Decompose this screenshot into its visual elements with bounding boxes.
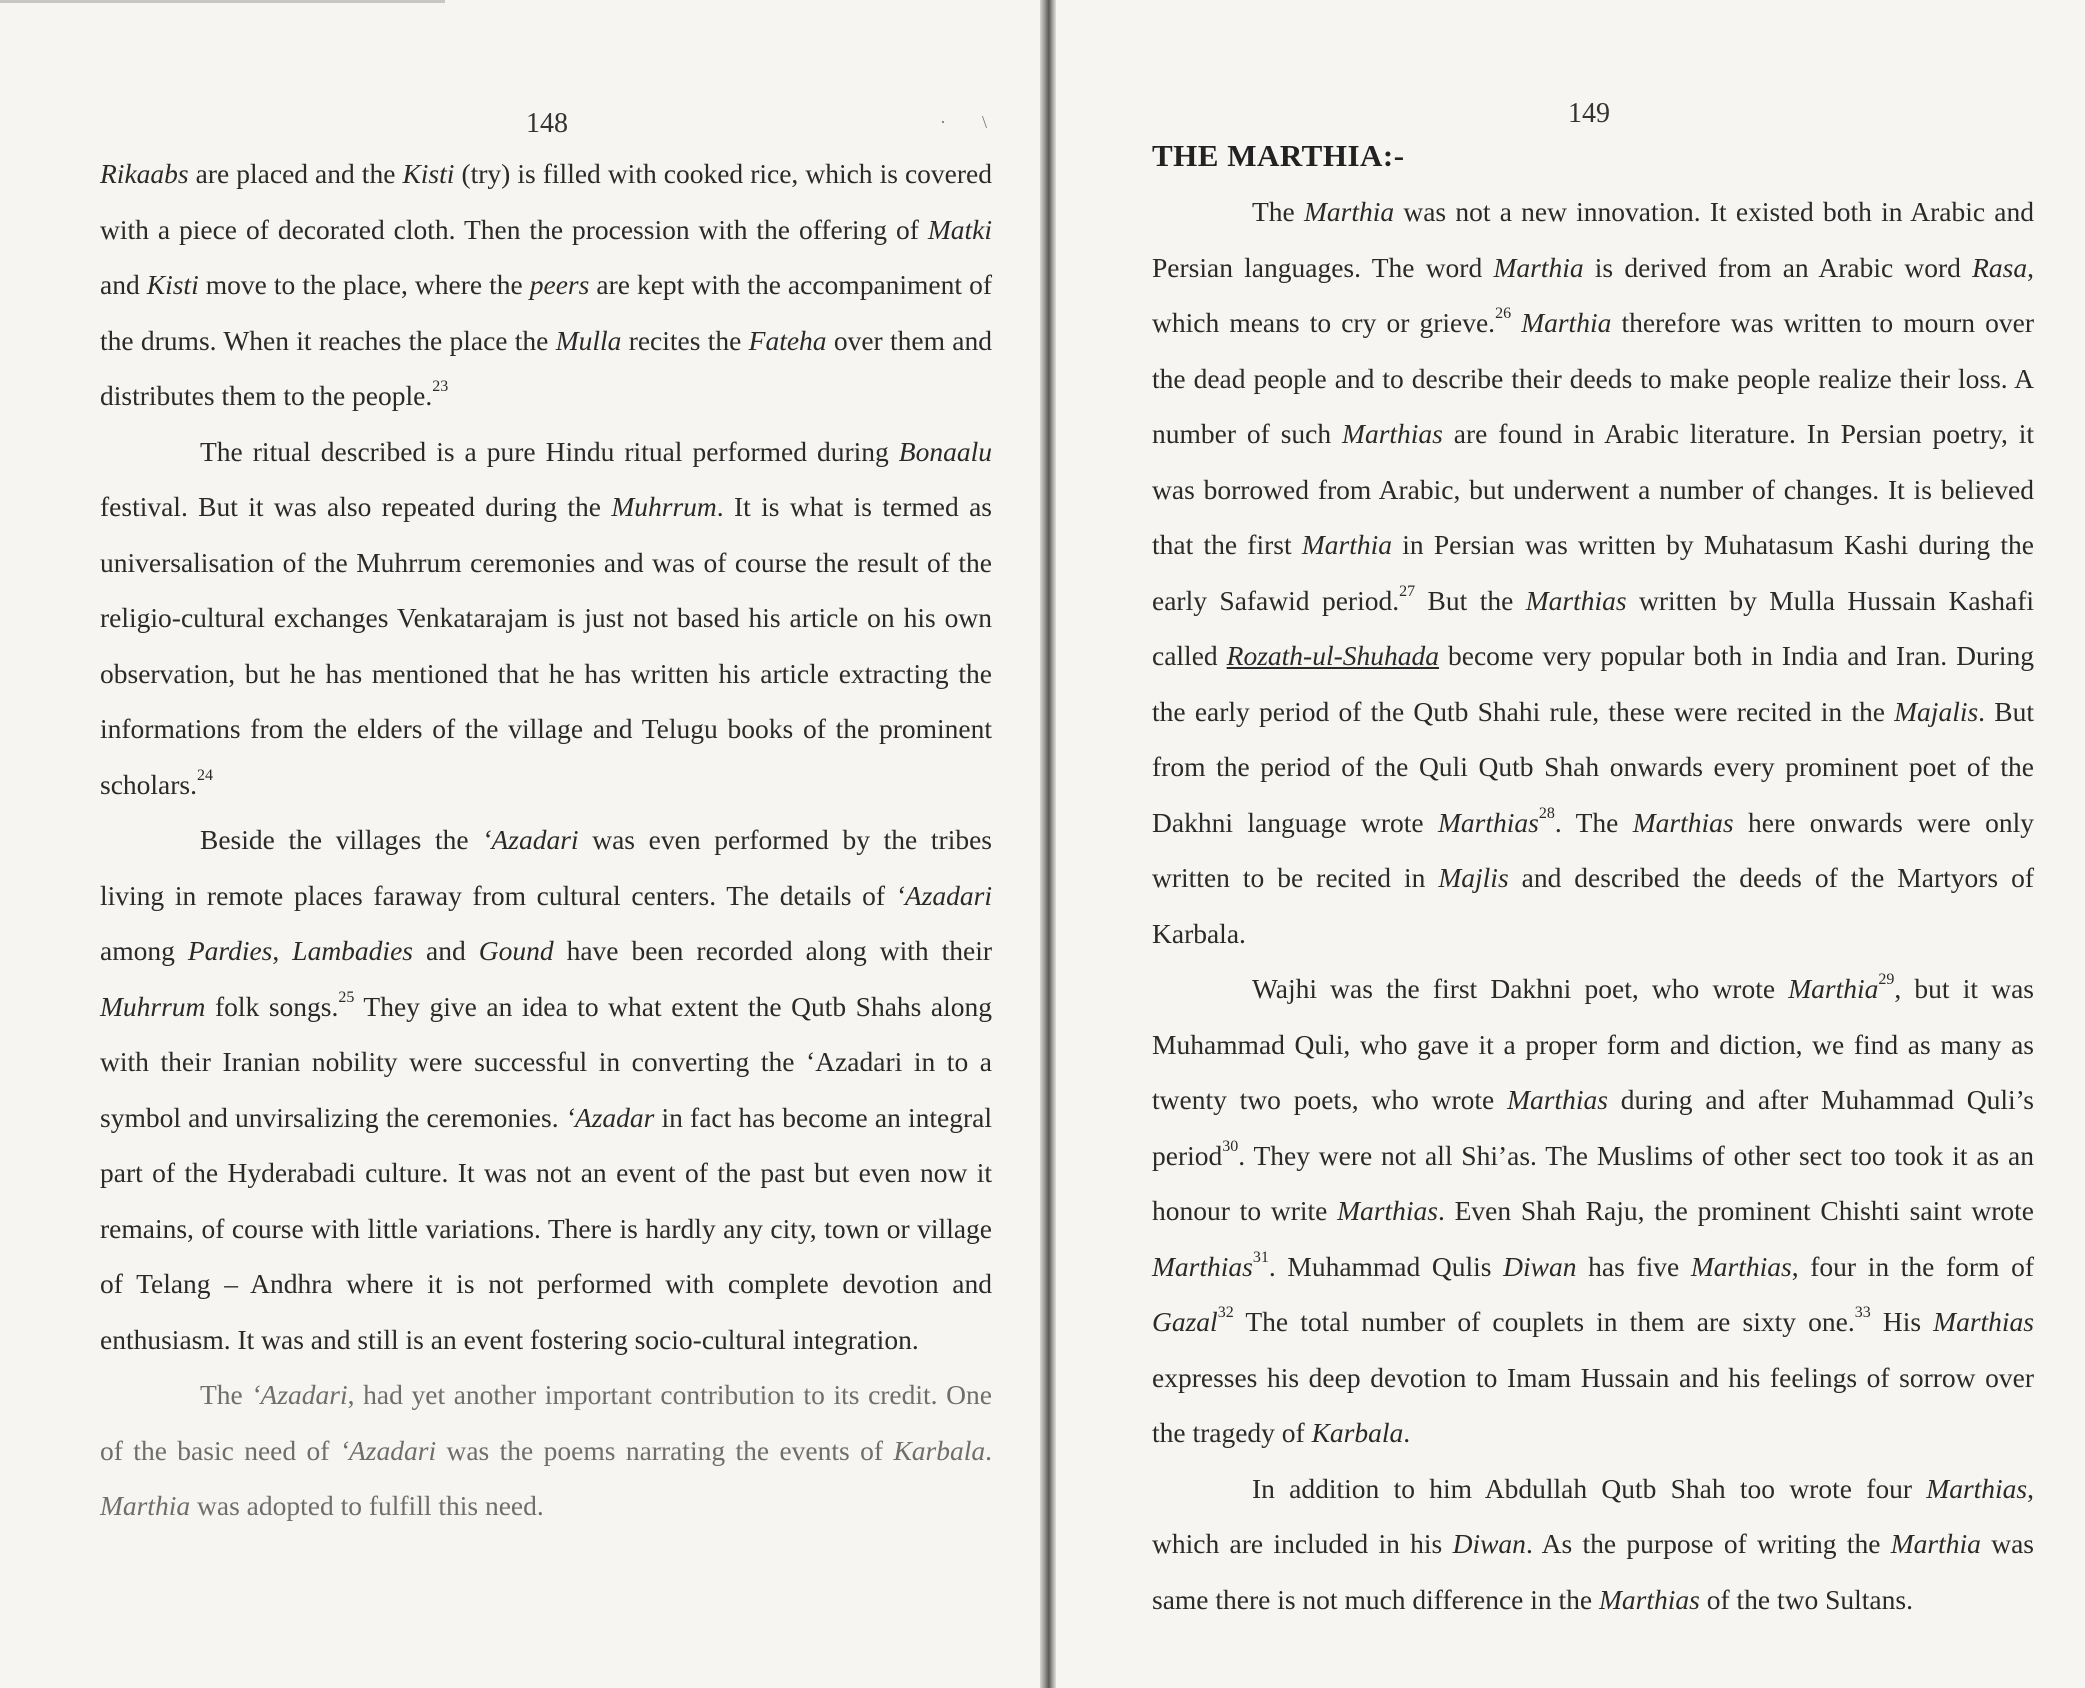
- text-run: . They were not all Shi’as. The Muslims of other sect too took it as an honour to write: [1152, 1139, 2034, 1226]
- italic-term: Mulla: [555, 324, 622, 356]
- text-run: and: [100, 269, 147, 300]
- footnote-ref: 24: [197, 766, 213, 784]
- paragraph: [100, 1367, 992, 1534]
- text-run: .: [985, 1434, 993, 1466]
- italic-term: Majlis: [1438, 862, 1509, 893]
- text-run: (try) is filled with cooked rice, which is covered with a piece of decorated cloth. Then the procession with the offering of: [100, 158, 992, 245]
- italic-term: Marthias: [1933, 1306, 2035, 1337]
- footnote-ref: 27: [1399, 582, 1416, 600]
- italic-term: ‘Azadari: [339, 1434, 437, 1466]
- text-run: was adopted to fulfill this need.: [190, 1490, 544, 1521]
- scan-speck: · \: [940, 112, 987, 132]
- text-run: was even performed by the tribes living in remote places faraway from cultural centers. The details of: [100, 824, 992, 911]
- paragraph: [1152, 1461, 2034, 1628]
- text-run: are placed and the: [188, 158, 403, 189]
- text-run: here onwards were only written to be recited in: [1152, 806, 2034, 893]
- italic-term: ‘Azadari: [251, 1379, 348, 1410]
- text-run: are found in Arabic literature. In Persian poetry, it was borrowed from Arabic, but underwent a number of changes. It is believed that the first: [1152, 418, 2034, 560]
- text-run: . It is what is termed as universalisation of the Muhrrum ceremonies and was of course the result of the religio-cultural exchanges Venkatarajam is just not based his article on his own observation, but he has mentioned that he has written his article extracting the informations from the elders of the village and Telugu books of the prominent scholars.: [100, 491, 992, 800]
- text-run: and: [412, 935, 479, 966]
- body-text: [100, 146, 992, 1534]
- italic-term: Matki: [927, 213, 992, 245]
- italic-term: ‘Azadari: [895, 879, 992, 911]
- text-run: ,: [272, 935, 293, 966]
- text-run: But the: [1415, 584, 1526, 616]
- italic-term: Marthias: [1337, 1195, 1438, 1226]
- text-run: recites the: [621, 324, 749, 356]
- text-run: was same there is not much difference in the: [1152, 1528, 2034, 1615]
- italic-term: Marthia: [1788, 973, 1879, 1004]
- italic-term: Rasa: [1972, 251, 2028, 283]
- italic-term: Pardies: [187, 935, 273, 966]
- text-run: festival. But it was also repeated during the: [100, 491, 612, 522]
- italic-term: Gazal: [1152, 1306, 1218, 1337]
- footnote-ref: 28: [1538, 804, 1555, 822]
- paragraph: [1152, 961, 2034, 1461]
- text-run: . But from the period of the Quli Qutb Shah onwards every prominent poet of the Dakhni language wrote: [1152, 695, 2034, 838]
- text-run: The ritual described is a pure Hindu ritual performed during: [200, 435, 899, 467]
- footnote-ref: 31: [1252, 1248, 1269, 1266]
- footnote-ref: 32: [1217, 1304, 1234, 1321]
- text-run: and described the deeds of the Martyors of Karbala.: [1152, 862, 2035, 949]
- text-run: , but it was Muhammad Quli, who gave it a proper form and diction, we find as many as twenty two poets, who wrote: [1152, 973, 2034, 1115]
- text-run: has five: [1576, 1250, 1691, 1282]
- paragraph: [100, 146, 992, 424]
- italic-term: Marthias: [1525, 584, 1627, 616]
- text-run: over them and distributes them to the people.: [100, 324, 992, 411]
- italic-term: ‘Azadari: [482, 824, 579, 855]
- italic-term: Marthia: [1301, 529, 1392, 560]
- italic-term: Marthias: [1632, 806, 1734, 838]
- italic-term: Marthias: [1152, 1250, 1253, 1282]
- footnote-ref: 30: [1222, 1137, 1239, 1155]
- italic-term: Marthias: [1507, 1084, 1608, 1115]
- text-run: The: [1252, 196, 1304, 227]
- book-spine: [1040, 0, 1056, 1688]
- italic-term: Marthia: [1493, 251, 1584, 283]
- text-run: folk songs.: [205, 990, 339, 1022]
- paragraph: [1152, 184, 2034, 961]
- text-run: . As the purpose of writing the: [1525, 1528, 1891, 1559]
- footnote-ref: 25: [338, 988, 355, 1006]
- italic-term: Bonaalu: [898, 435, 992, 467]
- text-run: therefore was written to mourn over the dead people and to describe their deeds to make people realize their loss. A number of such: [1152, 307, 2034, 449]
- italic-term: Majalis: [1894, 695, 1979, 727]
- text-run: in fact has become an integral part of the Hyderabadi culture. It was not an event of the past but even now it remains, of course with little variations. There is hardly any city, town or village of Telang – Andhra where it is not performed with complete devotion and enthusiasm. It was and still is an event fostering socio-cultural integration.: [100, 1101, 992, 1355]
- text-run: among: [100, 935, 188, 966]
- text-run: in Persian was written by Muhatasum Kashi during the early Safawid period.: [1152, 529, 2034, 616]
- page-number: 149: [1568, 98, 1610, 129]
- footnote-ref: 29: [1878, 971, 1895, 988]
- footnote-ref: 23: [432, 378, 449, 395]
- italic-term: Marthias: [1690, 1250, 1792, 1282]
- paragraph: [100, 812, 992, 1367]
- italic-term: Diwan: [1503, 1250, 1577, 1282]
- text-run: They give an idea to what extent the Qutb Shahs along with their Iranian nobility were successful in converting the ‘Azadari in to a symbol and unvirsalizing the ceremonies.: [100, 990, 992, 1133]
- italic-term: Marthia: [100, 1490, 191, 1521]
- italic-term: Karbala: [1311, 1417, 1404, 1448]
- text-run: .: [1403, 1417, 1411, 1448]
- italic-term: Marthias: [1598, 1583, 1700, 1615]
- text-run: move to the place, where the: [198, 269, 530, 300]
- italic-term: Marthias: [1438, 806, 1539, 838]
- text-run: . Muhammad Qulis: [1268, 1250, 1504, 1282]
- italic-term: Diwan: [1452, 1528, 1526, 1559]
- text-run: Beside the villages the: [200, 824, 483, 855]
- text-run: are kept with the accompaniment of the drums. When it reaches the place the: [100, 269, 992, 356]
- page-number: 148: [526, 108, 568, 139]
- text-run: . The: [1554, 806, 1633, 838]
- text-run: The total number of couplets in them are sixty one.: [1233, 1306, 1855, 1337]
- text-run: have been recorded along with their: [553, 935, 992, 966]
- text-run: , four in the form of: [1791, 1250, 2034, 1282]
- text-run: , which are included in his: [1152, 1472, 2034, 1559]
- text-run: , had yet another important contribution to its credit. One of the basic need of: [100, 1379, 992, 1466]
- text-run: expresses his deep devotion to Imam Hussain and his feelings of sorrow over the tragedy of: [1152, 1361, 2034, 1448]
- italic-term: Marthia: [1890, 1528, 1981, 1559]
- text-run: of the two Sultans.: [1699, 1583, 1913, 1615]
- text-run: , which means to cry or grieve.: [1152, 251, 2034, 338]
- footnote-ref: 33: [1854, 1304, 1871, 1321]
- text-run: was not a new innovation. It existed both in Arabic and Persian languages. The word: [1152, 196, 2034, 283]
- italic-term: Lambadies: [292, 935, 413, 966]
- italic-term: Fateha: [748, 324, 827, 356]
- italic-term: Rozath-ul-Shuhada: [1226, 640, 1440, 671]
- italic-term: Marthias: [1926, 1472, 2028, 1504]
- left-page: [100, 0, 992, 1688]
- italic-term: ‘Azadar: [565, 1101, 655, 1133]
- italic-term: Marthia: [1521, 307, 1612, 338]
- italic-term: Rikaabs: [100, 158, 189, 189]
- text-run: His: [1870, 1306, 1934, 1337]
- text-run: In addition to him Abdullah Qutb Shah too wrote four: [1252, 1472, 1927, 1504]
- text-run: . Even Shah Raju, the prominent Chishti saint wrote: [1437, 1195, 2034, 1226]
- italic-term: Muhrrum: [100, 990, 206, 1022]
- italic-term: Karbala: [893, 1434, 986, 1466]
- body-text: [1152, 184, 2034, 1627]
- text-run: become very popular both in India and Iran. During the early period of the Qutb Shahi rule, these were recited in the: [1152, 640, 2034, 727]
- italic-term: Marthia: [1303, 196, 1395, 227]
- text-run: Wajhi was the first Dakhni poet, who wrote: [1252, 973, 1789, 1004]
- paragraph: [100, 424, 992, 813]
- italic-term: Marthias: [1342, 418, 1443, 449]
- italic-term: Gound: [478, 935, 554, 966]
- italic-term: Muhrrum: [611, 491, 717, 522]
- text-run: The: [200, 1379, 252, 1410]
- text-run: was the poems narrating the events of: [436, 1434, 894, 1466]
- text-run: is derived from an Arabic word: [1583, 251, 1973, 283]
- footnote-ref: 26: [1495, 305, 1512, 322]
- italic-term: peers: [529, 269, 590, 300]
- text-run: written by Mulla Hussain Kashafi called: [1152, 584, 2035, 671]
- text-run: during and after Muhammad Quli’s period: [1152, 1084, 2034, 1171]
- text-run: [1511, 307, 1521, 338]
- section-heading: THE MARTHIA:-: [1152, 138, 1405, 173]
- italic-term: Kisti: [146, 269, 199, 300]
- right-page: [1152, 0, 2034, 1688]
- italic-term: Kisti: [402, 158, 455, 189]
